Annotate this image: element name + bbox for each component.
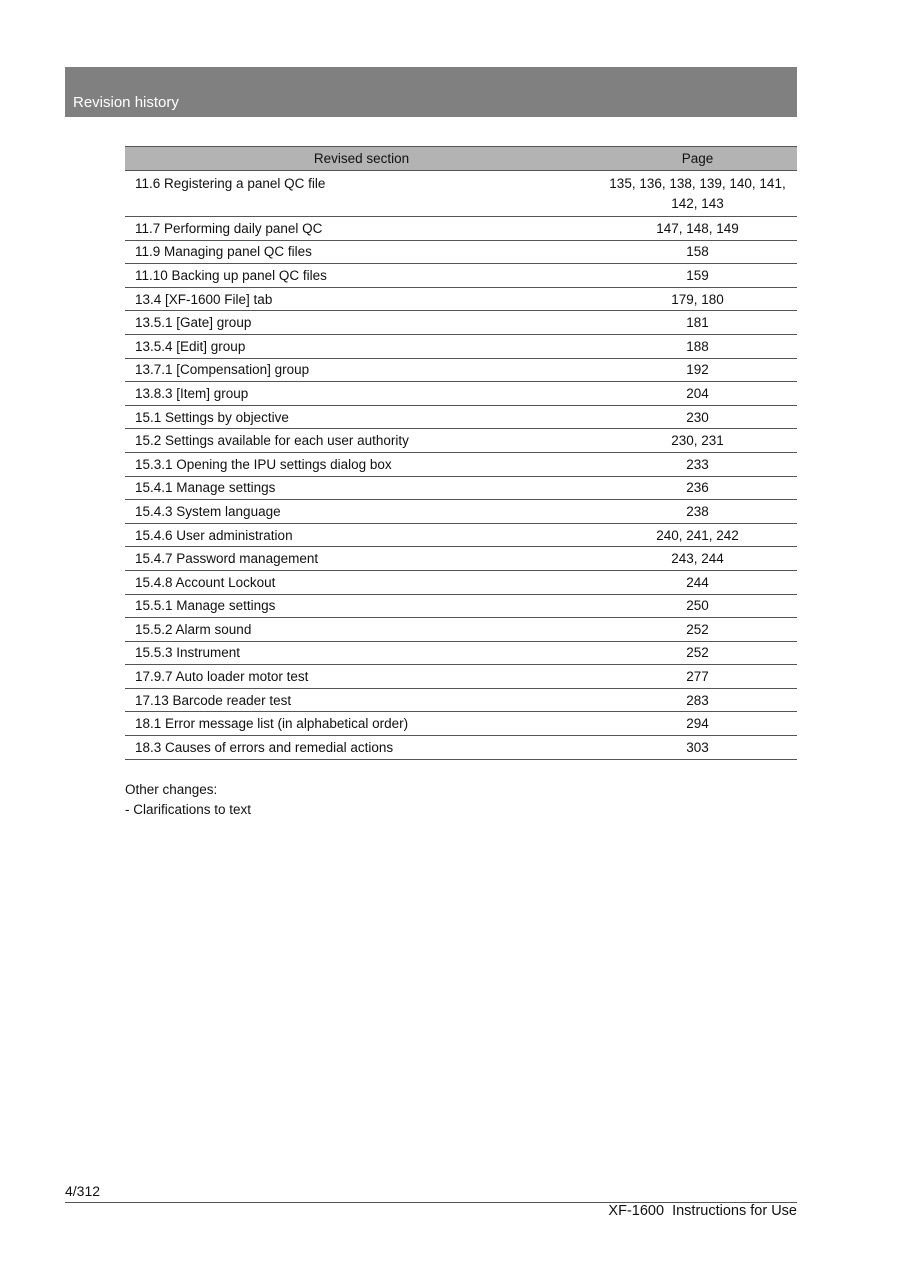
page-cell: 250	[598, 594, 797, 618]
section-header-bar	[65, 67, 797, 117]
page-cell: 244	[598, 570, 797, 594]
table-row	[125, 405, 797, 429]
revision-table	[125, 146, 797, 760]
section-cell: 11.9 Managing panel QC files	[125, 240, 598, 264]
table-row	[125, 311, 797, 335]
section-cell: 13.7.1 [Compensation] group	[125, 358, 598, 382]
section-cell: 18.1 Error message list (in alphabetical order)	[125, 712, 598, 736]
table-row	[125, 688, 797, 712]
section-cell: 11.7 Performing daily panel QC	[125, 217, 598, 241]
section-cell: 15.5.1 Manage settings	[125, 594, 598, 618]
section-cell: 15.4.6 User administration	[125, 523, 598, 547]
page-cell: 233	[598, 452, 797, 476]
page-cell: 147, 148, 149	[598, 217, 797, 241]
section-cell: 15.4.8 Account Lockout	[125, 570, 598, 594]
section-cell: 15.5.2 Alarm sound	[125, 618, 598, 642]
page-cell: 230, 231	[598, 429, 797, 453]
table-header-row	[125, 147, 797, 171]
table-row	[125, 570, 797, 594]
table-row	[125, 287, 797, 311]
table-row	[125, 641, 797, 665]
column-header-revised-section: Revised section	[125, 147, 598, 171]
page-cell: 181	[598, 311, 797, 335]
section-cell: 13.5.4 [Edit] group	[125, 334, 598, 358]
section-cell: 15.4.1 Manage settings	[125, 476, 598, 500]
section-cell: 15.2 Settings available for each user authority	[125, 429, 598, 453]
page-cell: 230	[598, 405, 797, 429]
page-cell: 192	[598, 358, 797, 382]
page-cell: 236	[598, 476, 797, 500]
section-cell: 11.6 Registering a panel QC file	[125, 171, 598, 217]
section-cell: 17.9.7 Auto loader motor test	[125, 665, 598, 689]
table-row	[125, 429, 797, 453]
other-changes-notes	[125, 780, 251, 820]
table-row	[125, 264, 797, 288]
table-row	[125, 712, 797, 736]
table-row	[125, 618, 797, 642]
document-title: XF-1600 Instructions for Use	[608, 1203, 797, 1219]
section-cell: 13.8.3 [Item] group	[125, 382, 598, 406]
table-row	[125, 547, 797, 571]
page-cell: 238	[598, 500, 797, 524]
page-cell: 252	[598, 618, 797, 642]
page-cell: 283	[598, 688, 797, 712]
section-cell: 18.3 Causes of errors and remedial actions	[125, 736, 598, 760]
table-row	[125, 476, 797, 500]
table-row	[125, 171, 797, 217]
page-cell: 240, 241, 242	[598, 523, 797, 547]
table-row	[125, 736, 797, 760]
table-row	[125, 452, 797, 476]
page-cell: 179, 180	[598, 287, 797, 311]
table-row	[125, 382, 797, 406]
other-changes-item: - Clarifications to text	[125, 802, 252, 817]
page-cell: 277	[598, 665, 797, 689]
page-cell: 252	[598, 641, 797, 665]
table-row	[125, 500, 797, 524]
section-title: Revision history	[73, 94, 179, 111]
section-cell: 11.10 Backing up panel QC files	[125, 264, 598, 288]
section-cell: 15.4.3 System language	[125, 500, 598, 524]
page-cell: 303	[598, 736, 797, 760]
page-cell: 159	[598, 264, 797, 288]
section-cell: 15.5.3 Instrument	[125, 641, 598, 665]
page-cell: 188	[598, 334, 797, 358]
section-cell: 17.13 Barcode reader test	[125, 688, 598, 712]
section-cell: 15.3.1 Opening the IPU settings dialog box	[125, 452, 598, 476]
other-changes-heading: Other changes:	[125, 782, 218, 797]
section-cell: 15.4.7 Password management	[125, 547, 598, 571]
table-row	[125, 334, 797, 358]
table-row	[125, 240, 797, 264]
page-cell: 204	[598, 382, 797, 406]
table-row	[125, 358, 797, 382]
column-header-page: Page	[598, 147, 797, 171]
section-cell: 15.1 Settings by objective	[125, 405, 598, 429]
page-cell: 294	[598, 712, 797, 736]
page-cell: 243, 244	[598, 547, 797, 571]
page-cell: 158	[598, 240, 797, 264]
table-row	[125, 217, 797, 241]
section-cell: 13.4 [XF-1600 File] tab	[125, 287, 598, 311]
table-row	[125, 523, 797, 547]
table-row	[125, 594, 797, 618]
page-number: 4/312	[65, 1183, 101, 1199]
page-cell: 135, 136, 138, 139, 140, 141, 142, 143	[598, 171, 797, 217]
section-cell: 13.5.1 [Gate] group	[125, 311, 598, 335]
table-row	[125, 665, 797, 689]
